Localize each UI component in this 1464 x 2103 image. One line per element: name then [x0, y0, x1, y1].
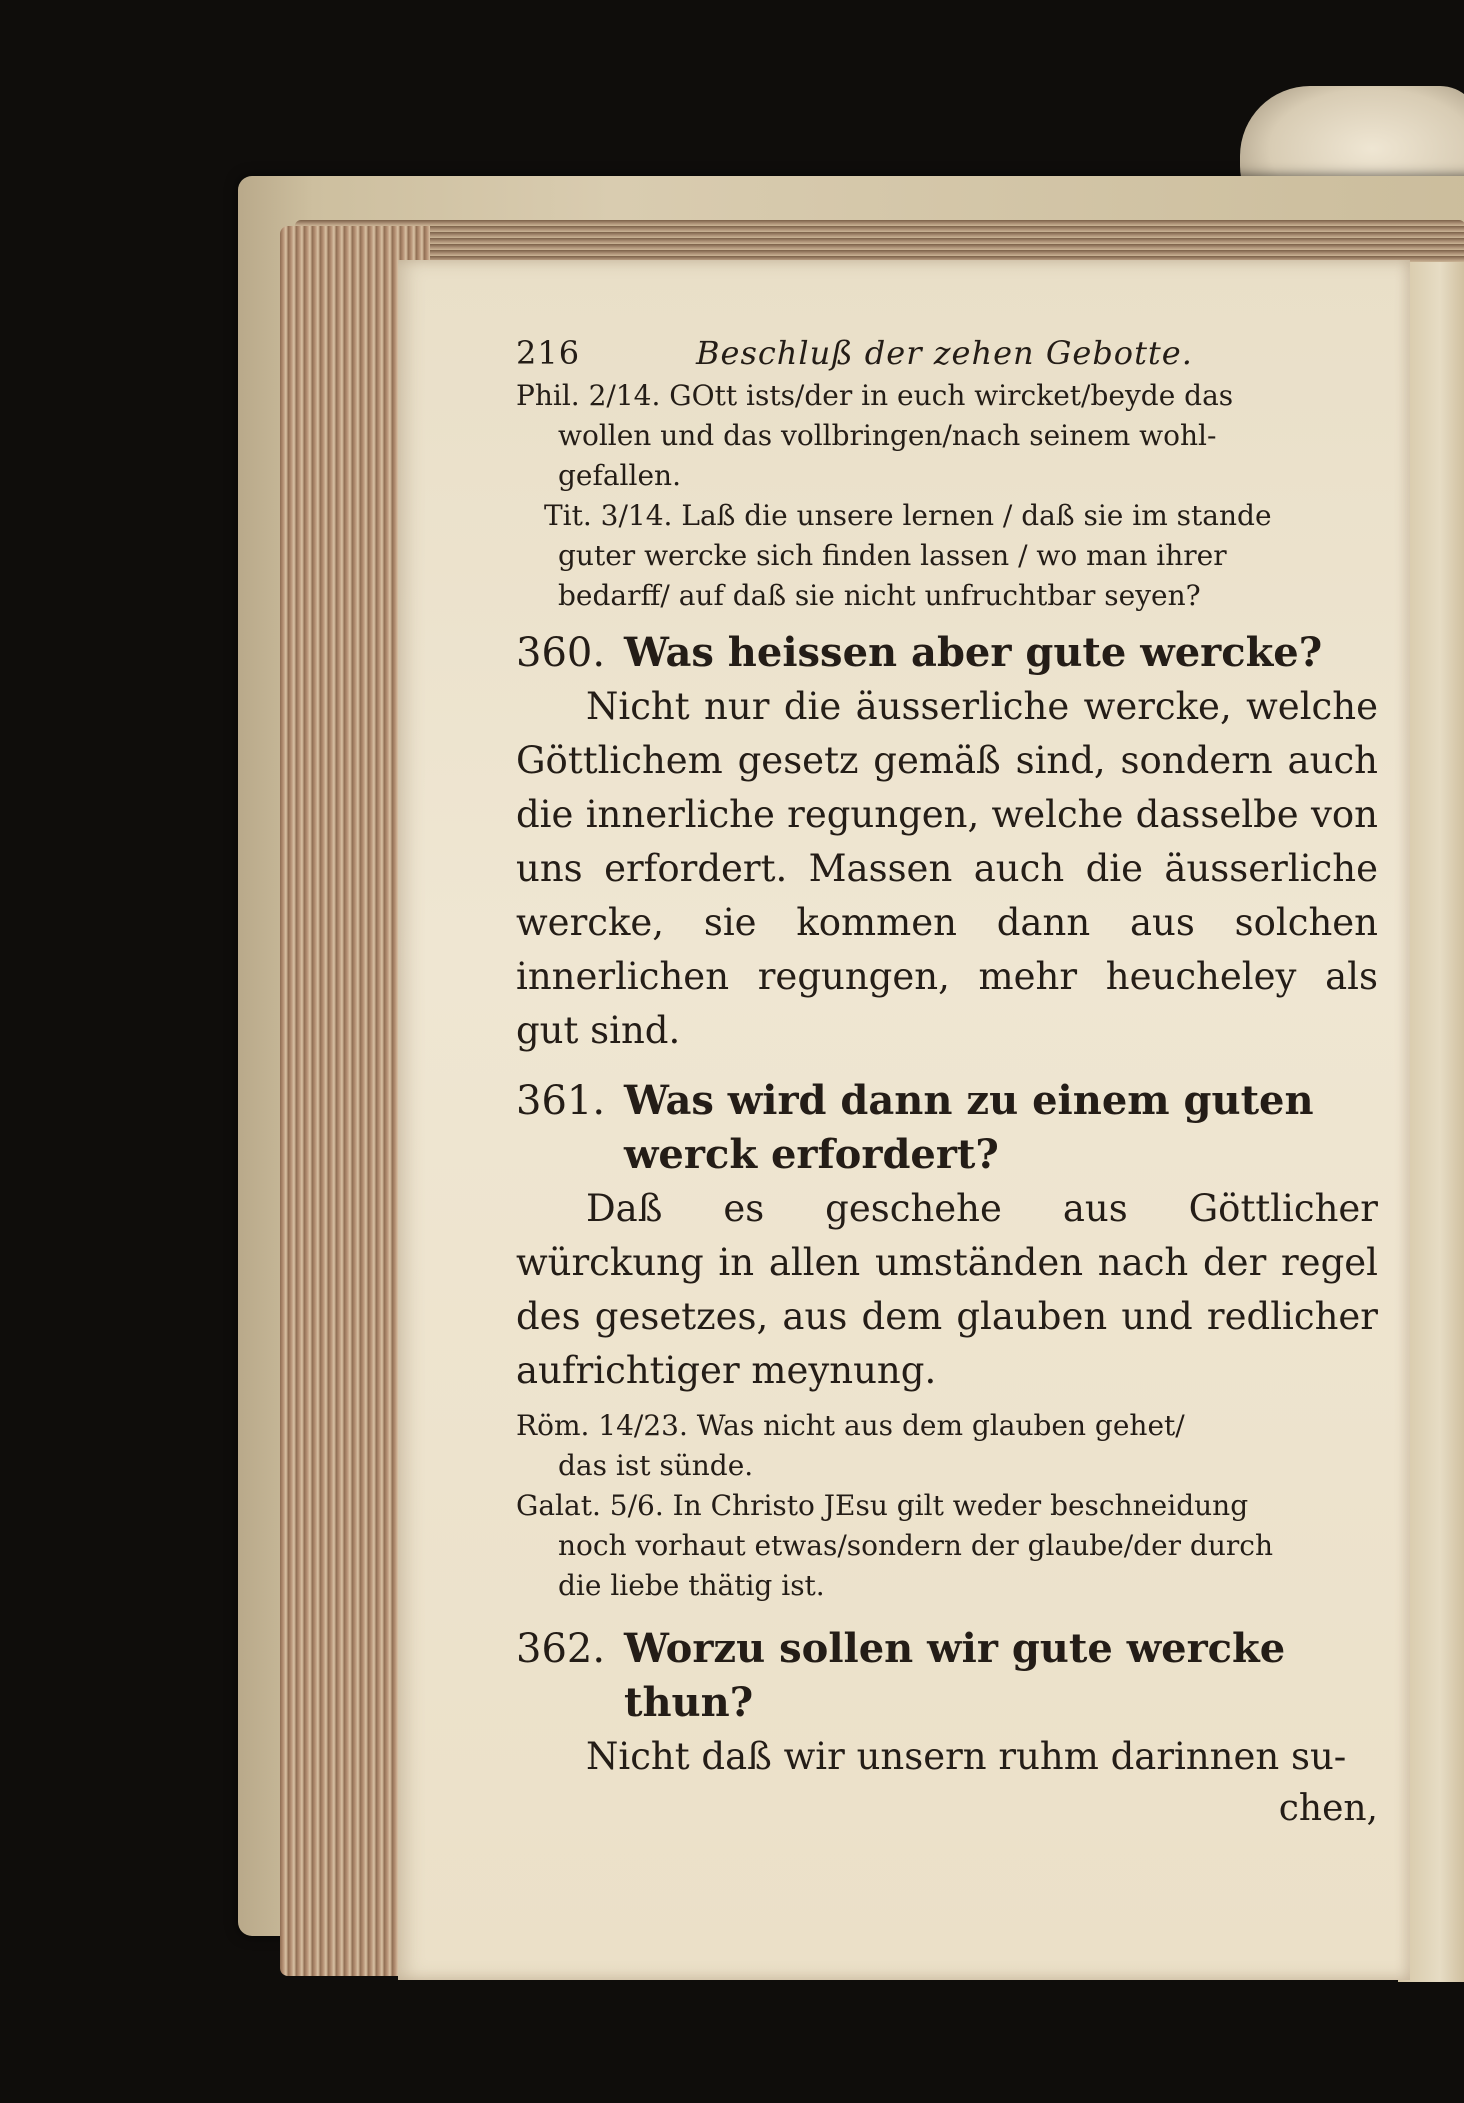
- ref-line: das ist sünde.: [558, 1449, 754, 1482]
- question-text: Was heissen aber gute wercke?: [624, 629, 1323, 676]
- ref-line: die liebe thätig ist.: [558, 1569, 825, 1602]
- ref-line: wollen und das vollbringen/nach seinem wohl-: [558, 419, 1217, 452]
- question-text: thun?: [624, 1679, 754, 1726]
- question-360: [516, 626, 1378, 680]
- question-362: [516, 1622, 1378, 1730]
- catchword: chen,: [1278, 1788, 1378, 1829]
- question-number: 361.: [516, 1078, 606, 1124]
- page-header: [516, 330, 1378, 376]
- ref-line: Galat. 5/6. In Christo JEsu gilt weder beschneidung: [516, 1489, 1249, 1522]
- book-page: [398, 260, 1410, 1980]
- page-text-block: [516, 330, 1378, 1834]
- ref-line: gefallen.: [558, 459, 681, 492]
- ref-line: Tit. 3/14. Laß die unsere lernen / daß sie im stande: [544, 499, 1272, 532]
- ref-line: noch vorhaut etwas/sondern der glaube/der durch: [558, 1529, 1273, 1562]
- question-number: 360.: [516, 630, 606, 676]
- reference-phil: [516, 376, 1378, 496]
- running-title: Beschluß der zehen Gebotte.: [696, 334, 1193, 372]
- page-number: 216: [516, 334, 581, 372]
- ref-line: Röm. 14/23. Was nicht aus dem glauben gehet/: [516, 1409, 1185, 1442]
- question-number: 362.: [516, 1626, 606, 1672]
- answer-362: Nicht daß wir unsern ruhm darinnen su-: [586, 1735, 1347, 1778]
- question-text: Was wird dann zu einem guten: [624, 1077, 1314, 1124]
- ref-line: Phil. 2/14. GOtt ists/der in euch wircket/beyde das: [516, 379, 1234, 412]
- question-text: Worzu sollen wir gute wercke: [624, 1625, 1286, 1672]
- reference-tit: [516, 496, 1378, 616]
- ref-line: bedarff/ auf daß sie nicht unfruchtbar seyen?: [558, 579, 1201, 612]
- ref-line: guter wercke sich finden lassen / wo man ihrer: [558, 539, 1227, 572]
- answer-361: Daß es geschehe aus Göttlicher würckung in allen umständen nach der regel des gesetzes, aus dem glauben und redlicher aufrichtiger meynung.: [516, 1187, 1378, 1392]
- question-text: werck erfordert?: [624, 1131, 999, 1178]
- answer-360: Nicht nur die äusserliche wercke, welche Göttlichem gesetz gemäß sind, sondern auch die innerliche regungen, welche dasselbe von uns erfordert. Massen auch die äusserliche wercke, sie kommen dann aus solchen innerlichen regungen, mehr heucheley als gut sind.: [516, 685, 1378, 1052]
- question-361: [516, 1074, 1378, 1182]
- reference-rom: [516, 1406, 1378, 1486]
- reference-galat: [516, 1486, 1378, 1606]
